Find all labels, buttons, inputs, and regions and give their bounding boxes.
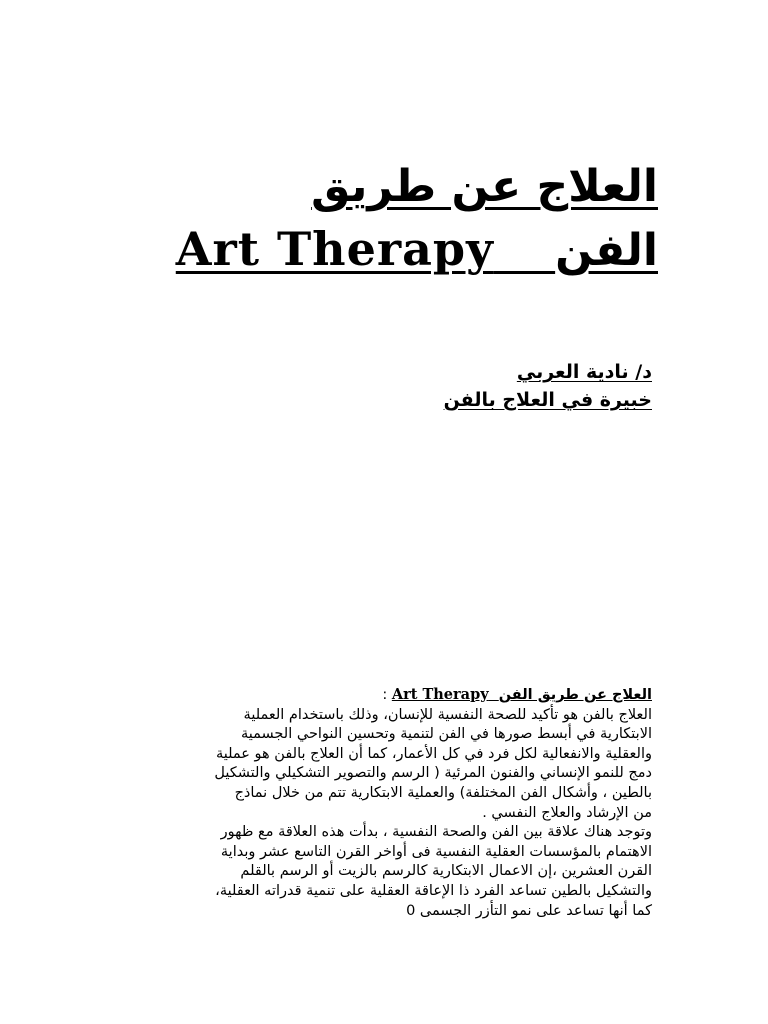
paragraph-line: والتشكيل بالطين تساعد الفرد ذا الإعاقة العقلية على تنمية قدراته العقلية، <box>215 882 652 899</box>
title-line-2-arabic: الفن <box>555 225 658 276</box>
section-heading <box>112 685 652 706</box>
title-line-2-english: Art Therapy <box>175 222 494 276</box>
title-line-2 <box>118 218 658 282</box>
author-block <box>300 358 652 414</box>
paragraph-line: الابتكارية في أبسط صورها في الفن لتنمية وتحسين النواحي الجسمية <box>240 726 652 743</box>
author-role: خبيرة في العلاج بالفن <box>443 389 652 411</box>
section-heading-english: Art Therapy <box>391 686 489 703</box>
paragraph-line: العلاج بالفن هو تأكيد للصحة النفسية للإنسان، وذلك باستخدام العملية <box>243 706 652 723</box>
paragraph-line: والعقلية والانفعالية لكل فرد في كل الأعمار، كما أن العلاج بالفن هو عملية <box>215 745 652 762</box>
body-section <box>112 685 652 921</box>
paragraph-line: بالطين ، وأشكال الفن المختلفة) والعملية الابتكارية تتم من خلال نماذج <box>234 784 652 801</box>
section-heading-arabic: العلاج عن طريق الفن <box>498 687 652 703</box>
paragraph-line: دمج للنمو الإنساني والفنون المرئية ( الرسم والتصوير التشكيلي والتشكيل <box>214 765 652 782</box>
paragraph-line: الاهتمام بالمؤسسات العقلية النفسية فى أواخر القرن التاسع عشر وبداية <box>220 843 652 860</box>
paragraph-line: وتوجد هناك علاقة بين الفن والصحة النفسية ، بدأت هذه العلاقة مع ظهور <box>220 824 652 841</box>
paragraph-line: القرن العشرين ،إن الاعمال الابتكارية كالرسم بالزيت أو الرسم بالقلم <box>240 863 652 880</box>
section-heading-label <box>392 687 652 703</box>
document-title <box>118 156 658 282</box>
paragraph-line: كما أنها تساعد على نمو التأزر الجسمى 0 <box>406 902 652 919</box>
title-line-1: العلاج عن طريق <box>311 161 658 212</box>
author-name: د/ نادية العربي <box>516 361 652 383</box>
paragraph-line: من الإرشاد والعلاج النفسي . <box>482 804 652 821</box>
section-heading-colon: : <box>382 687 388 703</box>
